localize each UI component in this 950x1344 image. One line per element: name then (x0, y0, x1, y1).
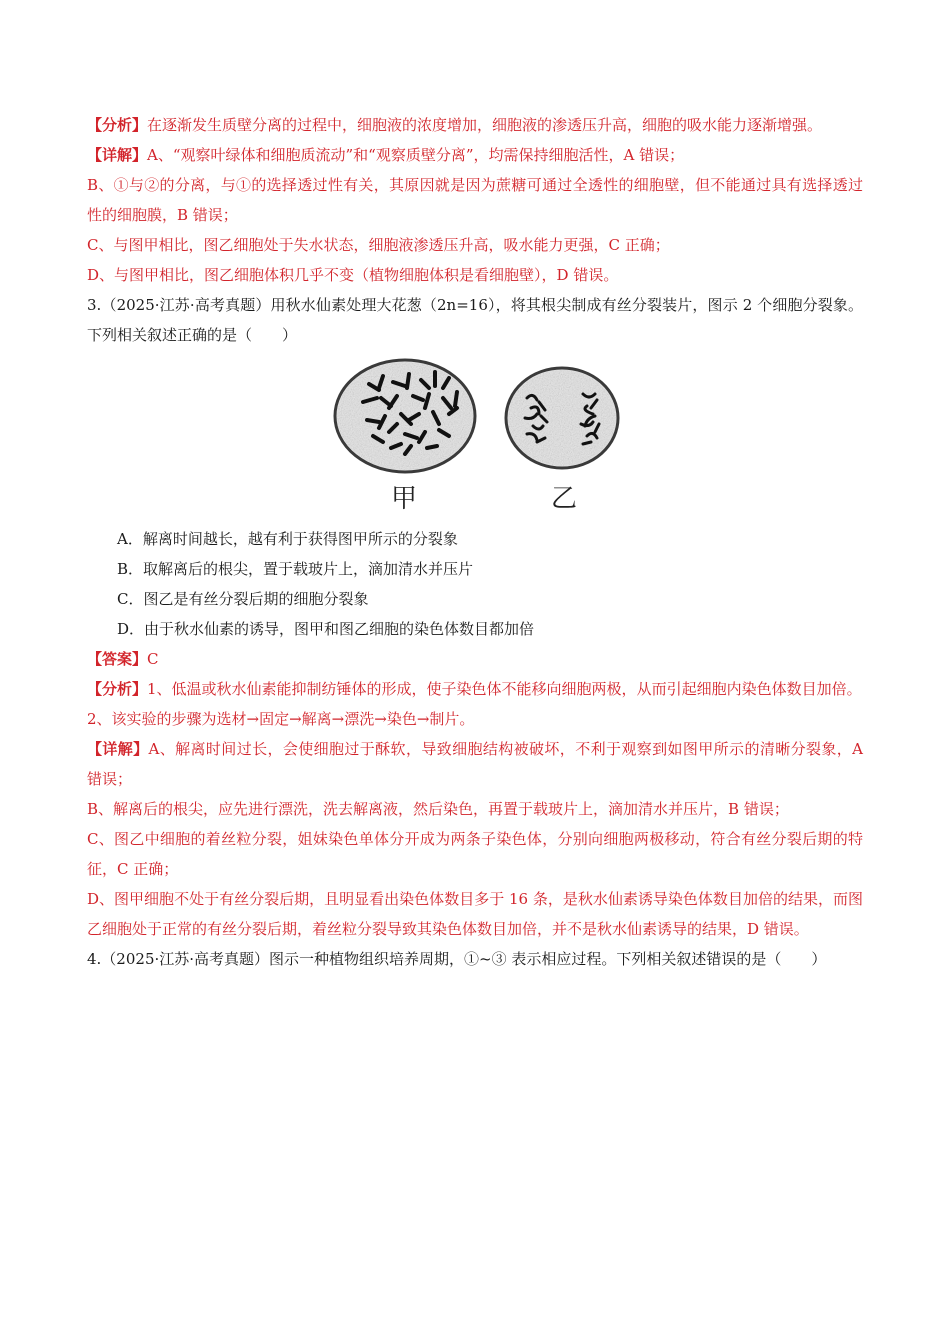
q3-figure (87, 352, 863, 520)
q2-detail-a (87, 140, 863, 170)
q3-stem: 3.（2025·江苏·高考真题）用秋水仙素处理大花葱（2n=16），将其根尖制成有丝分裂装片，图示 2 个细胞分裂象。下列相关叙述正确的是（ ） (87, 296, 863, 344)
q3-analysis-1 (87, 674, 863, 704)
q2-analysis-text: 在逐渐发生质壁分离的过程中，细胞液的浓度增加，细胞液的渗透压升高，细胞的吸水能力逐渐增强。 (147, 116, 823, 134)
q4-stem: 4.（2025·江苏·高考真题）图示一种植物组织培养周期，①~③ 表示相应过程。下列相关叙述错误的是（ ） (87, 950, 827, 968)
detail-tag: 【详解】 (87, 146, 148, 164)
q2-detail-b: B、①与②的分离，与①的选择透过性有关，其原因就是因为蔗糖可通过全透性的细胞壁，但不能通过具有选择透过性的细胞膜，B 错误； (87, 176, 863, 224)
document-content (87, 110, 863, 974)
q3-detail-b: B、解离后的根尖，应先进行漂洗，洗去解离液，然后染色，再置于载玻片上，滴加清水并压片，B 错误； (87, 800, 789, 818)
detail-tag: 【详解】 (87, 740, 149, 758)
q3-answer (87, 644, 863, 674)
analysis-tag: 【分析】 (87, 680, 148, 698)
q3-detail-c: C、图乙中细胞的着丝粒分裂，姐妹染色单体分开成为两条子染色体，分别向细胞两极移动，符合有丝分裂后期的特征，C 正确； (87, 830, 863, 878)
analysis-tag: 【分析】 (87, 116, 148, 134)
q3-option-d: D．由于秋水仙素的诱导，图甲和图乙细胞的染色体数目都加倍 (117, 620, 535, 638)
cell-yi-image (506, 368, 618, 468)
q2-detail-a-text: A、“观察叶绿体和细胞质流动”和“观察质壁分离”，均需保持细胞活性，A 错误； (147, 146, 685, 164)
q3-option-b: B．取解离后的根尖，置于载玻片上，滴加清水并压片 (117, 560, 474, 578)
cell-micrograph-illustration (87, 352, 863, 520)
q3-option-c: C．图乙是有丝分裂后期的细胞分裂象 (117, 590, 369, 608)
q3-option-a: A．解离时间越长，越有利于获得图甲所示的分裂象 (117, 530, 458, 548)
figure-label-yi: 乙 (551, 484, 578, 514)
q2-detail-c: C、与图甲相比，图乙细胞处于失水状态，细胞液渗透压升高，吸水能力更强，C 正确； (87, 236, 670, 254)
cell-jia-image (335, 360, 475, 472)
answer-value: C (147, 650, 159, 668)
q2-analysis (87, 110, 863, 140)
q3-detail-d: D、图甲细胞不处于有丝分裂后期，且明显看出染色体数目多于 16 条，是秋水仙素诱导染色体数目加倍的结果，而图乙细胞处于正常的有丝分裂后期，着丝粒分裂导致其染色体数目加倍，并不是秋水仙素诱导的结果，D 错误。 (87, 890, 863, 938)
q3-detail-a (87, 734, 863, 794)
q3-analysis-1-text: 1、低温或秋水仙素能抑制纺锤体的形成，使子染色体不能移向细胞两极，从而引起细胞内染色体数目加倍。 (147, 680, 862, 698)
q3-analysis-2: 2、该实验的步骤为选材→固定→解离→漂洗→染色→制片。 (87, 710, 475, 728)
q2-detail-d: D、与图甲相比，图乙细胞体积几乎不变（植物细胞体积是看细胞壁），D 错误。 (87, 266, 619, 284)
figure-label-jia: 甲 (391, 484, 418, 514)
answer-tag: 【答案】 (87, 650, 148, 668)
q3-detail-a-text: A、解离时间过长，会使细胞过于酥软，导致细胞结构被破坏，不利于观察到如图甲所示的清晰分裂象，A 错误； (87, 740, 863, 788)
